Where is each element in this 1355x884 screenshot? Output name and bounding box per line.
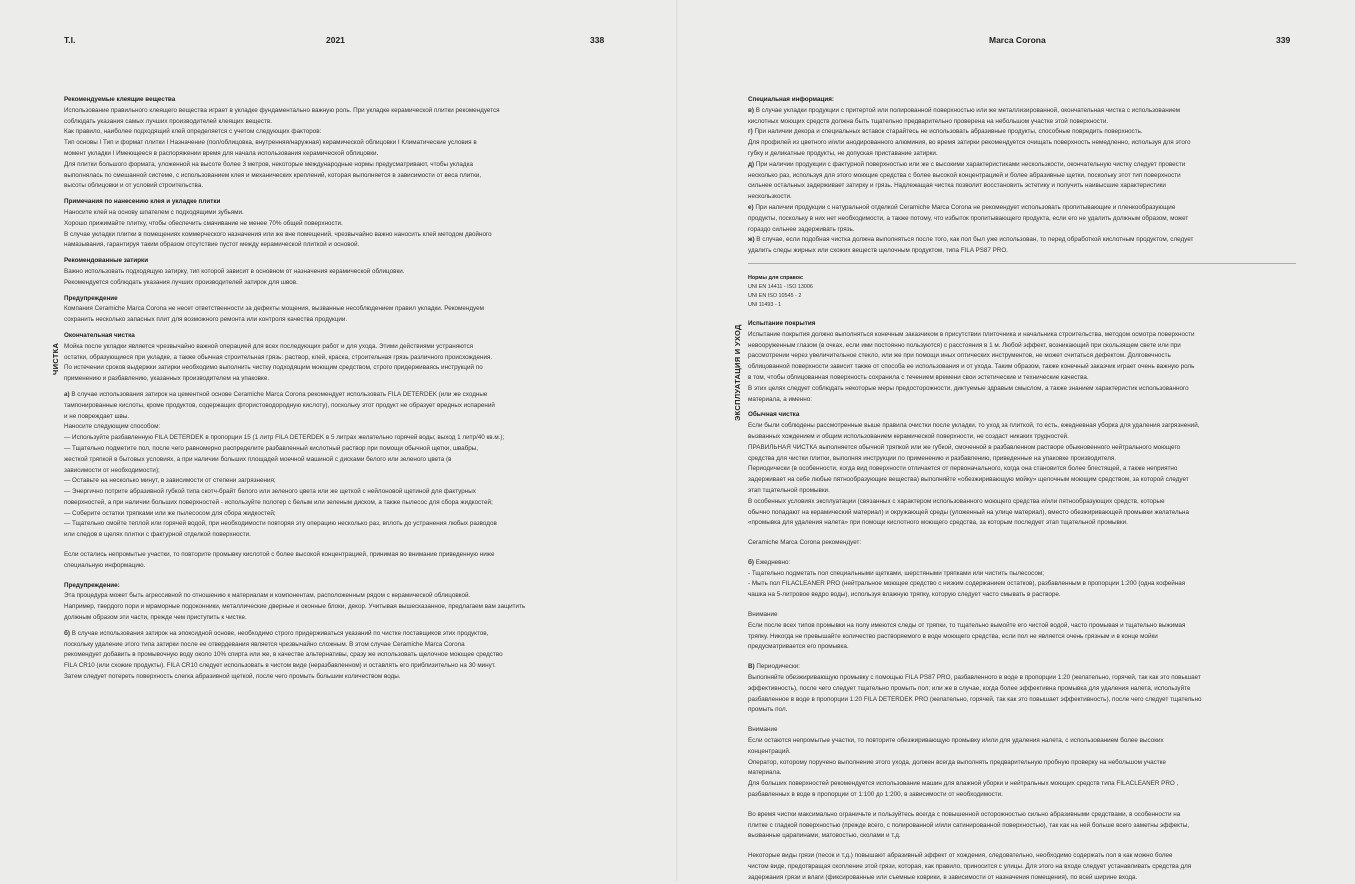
text-line: плитке с гладкой поверхностью (прежде всего, с полированной и/или сатинированной поверхностью), так как на ней больше всего заметны эффекты, [748,821,1190,829]
side-section-label: ЧИСТКА [51,342,60,375]
norms-block [748,274,1296,310]
text-line: Наносите клей на основу шпателем с подходящими зубьями. [64,208,244,216]
text-line: В случае укладки продукции с притертой или полированной поверхностью или же металлизированной, окончательная чистка с использованием [753,106,1181,114]
daily-heading [748,558,1296,569]
text-line: применению и разбавлению, указанных производителем на упаковке. [64,375,270,383]
norms-heading: Нормы для справок: [748,274,804,281]
left-column [64,95,612,683]
daily-title: Ежедневно: [754,558,791,566]
text-line: момент укладки I Имеющееся в распоряжении время для начала использования керамической облицовки. [64,149,379,157]
text-line: Хорошо прижимайте плитку, чтобы обеспечить смачивание не менее 70% общей поверхности. [64,219,343,227]
text-line: Наносите следующим способом: [64,423,161,431]
text-line: Если были соблюдены рассмотренные выше правила очистки после укладки, то уход за плиткой, то есть, ежедневная уборка для удаления загрязнений, [748,422,1200,430]
text-line: несколько раз, используя для этого моющие средства с более высокой концентрацией и более абразивные щетки, поскольку этот тип поверхности [748,171,1181,179]
text-line: — Соберите остатки тряпками или же пылесосом для сбора жидкостей; [64,509,276,517]
section-divider [748,263,1296,264]
text-line: Например, твердого пори и мраморные подоконники, металлические дверные и оконные блоки, декор. Учитывая вышесказанное, предлагаем вам защитить [64,603,526,611]
special-zh-label: ж) [748,236,755,244]
section-b-label: б) [64,629,70,637]
text-line: невооруженным глазом (в очках, если ими постоянно пользуются) с расстояния в 1 м. Любой эффект, возникающий при скользящем свете или при [748,341,1181,349]
text-line: удалить следы жирных или схожих веществ щелочным продуктом, типа FILA PS87 PRO. [748,247,1009,255]
section-b-line [64,629,612,640]
right-column [748,95,1296,884]
text-line: нескользкости. [748,193,792,201]
text-line: — Используйте разбавленную FILA DETERDEK в пропорции 15 (1 литр FILA DETERDEK в 5 литрах желательно горячей воды; выход 1 литр/40 кв.м.); [64,434,505,442]
text-line: Эта процедура может быть агрессивной по отношению к материалам и компонентам, расположенным рядом с керамической облицовкой. [64,592,471,600]
text-line: обычно попадают на керамический материал) и окружающей среды (уложенный на улице материал), вместо обезжиривающей промывки желательна [748,508,1189,516]
text-line: Компания Ceramiche Marca Corona не несет ответственности за дефекты мощения, вызванные несоблюдением правил укладки. Рекомендуем [64,305,484,313]
special-g-label: г) [748,128,753,136]
text-line: В случае, если подобная чистка должна выполняться после того, как пол был уже использован, то перед обработкой кислотным продуктом, следует [754,236,1194,244]
regular-cleaning-heading: Обычная чистка [748,411,800,419]
text-line: намазывания, гарантируя таким образом отсутствие пустот между керамической плиткой и основой. [64,241,360,249]
text-line: Если остались непромытые участки, то повторите промывку кислотой с более высокой концентрацией, принимая во внимание приведенную ниже [64,551,495,559]
norm-line: UNI EN 14411 - ISO 13006 [748,283,813,290]
special-v-line [748,106,1296,117]
text-line: Выполняйте обезжиривающую промывку с помощью FILA PS87 PRO, разбавленного в воде в пропорции 1:20 (желательно, горячей, так как это повышает [748,674,1201,682]
text-line: чистом виде, предотвращая скопление этой грязи, которая, как правило, приносится с улицы. Для этого на входе следует устанавливать средства для [748,863,1192,871]
text-line: рекомендует добавить в промывочную воду около 10% спирта или же, в качестве альтернативы, сразу же использовать щелочное моющее средство [64,651,503,659]
text-line: гораздо сильнее задерживать грязь. [748,225,855,233]
text-line: - Тщательно подметать пол специальными щетками, шерстяными тряпками или чистить пылесосом; [748,569,1044,577]
text-line: жесткой тряпкой в бытовых условиях, а при наличии больших площадей моечной машиной с дисками белого или зеленого цвета (в [64,455,452,463]
text-line: «промывка для удаления налета» при помощи кислотного моющего средства, за которым последует этап тщательной промывки. [748,519,1128,527]
text-line: задержания грязи и влаги (фиксированные или съемные коврики, в зависимости от назначения помещения), по всей ширине входа. [748,873,1138,881]
text-line: Если остаются непромытые участки, то повторите обезжиривающую промывку и/или для удаления налета, с использованием более высоких [748,737,1164,745]
attention-heading: Внимание [748,726,778,734]
text-line: материала, а именно: [748,395,813,403]
text-line: разбавленных в воде в пропорции от 1:100 до 1:200, в зависимости от необходимости. [748,791,1003,799]
text-line: чашка на 5-литровое ведро воды), используя влажную тряпку, которую следует часто смывать в растворе. [748,591,1061,599]
text-line: поверхностей, а при наличии больших поверхностей - используйте полотер с белым или зеленым диском, а также пылесос для сбора жидкостей; [64,498,493,506]
text-line: Как правило, наиболее подходящий клей определяется с учетом следующих факторов: [64,128,322,136]
text-line: Рекомендуется соблюдать указания лучших производителей затирок для швов. [64,278,298,286]
norm-line: UNI EN ISO 10545 - 2 [748,292,802,299]
text-line: должным образом эти части, прежде чем приступить к чистке. [64,614,247,622]
page-number-left: 338 [590,35,605,45]
text-line: задерживает на себе любые пятнообразующие вещества) выполняйте «обезжиривающую мойку» щелочным моющим средством, за которой следует [748,476,1189,484]
text-line: Для больших поверхностей рекомендуется использование машин для влажной уборки и нейтральных моющих средств типа FILACLEANER PRO , [748,780,1179,788]
text-line: концентраций. [748,747,791,755]
text-line: Тип основы I Тип и формат плитки I Назначение (пол/облицовка, внутренняя/наружная) керамической облицовки I Климатические условия в [64,139,477,147]
special-info-heading: Специальная информация: [748,96,834,103]
text-line: В особенных условиях эксплуатации (связанных с характером использованного моющего средства и/или пятнообразующих средств, которые [748,497,1165,505]
text-line: вызванных хождением и общим использованием керамической поверхности, не создаст никаких трудностей. [748,432,1069,440]
special-g-line [748,127,1296,138]
running-head-left: T.I. [64,35,76,45]
text-line: - Мыть пол FILACLEANER PRO (нейтральное моющее средство с низким содержанием остатков), разбавленным в пропорции 1:200 (одна кофейная [748,580,1186,588]
text-line: В этих целях следует соблюдать некоторые меры предосторожности, диктуемые здравым смыслом, а также знанием характеристик использованного [748,384,1189,392]
recommends-line: Ceramiche Marca Corona рекомендует: [748,539,862,547]
text-line: сохранить несколько запасных плит для возможного ремонта или контроля качества продукции. [64,316,348,324]
right-page [678,0,1355,881]
text-line: рассмотрении через увеличительное стекло, или же при помощи иных оптических инструментов, не может считаться дефектом. Долговечность [748,352,1171,360]
text-line: При наличии продукции с фактурной поверхностью или же с высокими характеристиками нескользкости, окончательную чистку следует провести [754,160,1186,168]
text-line: и не повреждает швы. [64,412,130,420]
text-line: ПРАВИЛЬНАЯ ЧИСТКА выполняется обычной тряпкой или же губкой, смоченной в разбавленном растворе обыкновенного нейтрального моющего [748,443,1181,451]
text-line: Оператор, которому поручено выполнение этого ухода, должен всегда выполнять предварительную пробную проверку на небольшом участке [748,758,1166,766]
special-e-label: е) [748,203,754,211]
text-line: сильнее остальных задерживает затирку и грязь. Надлежащая чистка позволит восстановить эстетику и получить наивысшие характеристики [748,182,1166,190]
text-line: облицованной поверхности зависит также от способа ее использования и от ухода. Таким образом, также конечный заказчик играет очень важную роль [748,363,1195,371]
text-line: Во время чистки максимально ограничьте и пользуйтесь всегда с повышенной осторожностью сильно абразивными средствами, в особенности на [748,810,1181,818]
special-zh-line [748,235,1296,246]
inspection-heading: Испытание покрытия [748,319,816,327]
text-line: высоты облицовки и от условий строительства. [64,182,204,190]
application-heading: Примечания по нанесению клея и укладке плитки [64,198,221,206]
running-head-year: 2021 [326,35,345,45]
text-line: зависимости от необходимости); [64,466,160,474]
text-line: специальную информацию. [64,561,146,569]
special-v-label: в) [748,106,754,114]
text-line: остатки, образующиеся при укладке, а также обычная строительная грязь: раствор, клей, краска, строительная грязь различного происхождения. [64,353,493,361]
text-line: Мойка после укладки является чрезвычайно важной операцией для всех последующих работ и для ухода. Этими действиями устраняются [64,342,474,350]
text-line: При наличии декора и специальных вставок старайтесь не использовать абразивные продукты, способные повредить поверхность. [752,128,1143,136]
attention-heading: Внимание [748,611,778,619]
adhesives-heading: Рекомендуемые клеящие вещества [64,96,176,103]
text-line: поскольку удаление этого типа затирки после ее отвердевания является чрезвычайно сложным. В этом случае Ceramiche Marca Corona [64,640,465,648]
text-line: Если после всех типов промывки на полу имеются следы от тряпки, то тщательно вымойте его чистой водой, часто промывая и тщательно выжимая [748,621,1186,629]
text-line: Для профилей из цветного и/или анодированного алюминия, во время затирки рекомендуется очищать поверхность немедленно, используя для этого [748,139,1191,147]
text-line: материала. [748,769,782,777]
text-line: — Тщательно смойте теплой или горячей водой, при необходимости повторяя эту операцию несколько раз, вплоть до устранения любых разводов [64,520,497,528]
text-line: в том, чтобы облицованная поверхность сохранила с течением времени свои эстетические и технические качества. [748,373,1089,381]
text-line: — Энергично потрите абразивной губкой типа скотч-брайт белого или зеленого цвета или же щеткой с нейлоновой щетиной для фактурных [64,488,476,496]
text-line: Некоторые виды грязи (песок и т.д.) повышают абразивный эффект от хождения, следовательно, необходимо содержать пол в как можно более [748,852,1173,860]
final-cleaning-heading: Окончательная чистка [64,331,135,339]
page-number-right: 339 [1276,35,1291,45]
text-line: разбавленное в воде в пропорции 1:20 FILA DETERDEK PRO (желательно, горячей, так как это повышает эффективность), после чего следует тщательно [748,695,1202,703]
text-line: Периодически (в особенности, когда вид поверхности отличается от первоначального, когда она становится более блестящей, а также неприятно [748,465,1178,473]
text-line: или следов в щелях плитки с фактурной отделкой поверхности. [64,531,251,539]
section-a-line [64,390,612,401]
text-line: средства для чистки плитки, выполняя инструкции по применению и разбавлению, приведенные на упаковке производителя. [748,454,1117,462]
text-line: — Тщательно подметите пол, после чего равномерно распределите разбавленный кислотный раствор при помощи обычной щетки, швабры, [64,444,479,452]
text-line: Использование правильного клеящего вещества играет в укладке фундаментально важную роль. При укладке керамической плитки рекомендуется [64,106,500,114]
text-line: В случае использования затирок на цементной основе Ceramiche Marca Corona рекомендует использовать FILA DETERDEK (или же сходные [69,390,488,398]
special-e-line [748,203,1296,214]
periodic-label: В) [748,663,755,671]
text-line: Испытание покрытия должно выполняться конечным заказчиком в присутствии плиточника и начальника строительства, методом осмотра поверхности [748,330,1195,338]
text-line: продукты, поскольку в них нет необходимости, а также потому, что избыток пропитывающего продукта, если его не удалить должным образом, может [748,214,1189,222]
running-head-brand: Marca Corona [989,35,1046,45]
periodic-title: Периодически: [754,663,800,671]
text-line: По истечении сроков выдержки затирки необходимо выполнить чистку подходящим моющим средством, строго придерживаясь инструкций по [64,364,483,372]
text-line: кислотных моющих средств должна быть тщательно предварительно проверена на небольшом участке этой поверхности. [748,117,1109,125]
periodic-heading [748,662,1296,673]
text-line: соблюдать указания самых лучших производителей клеящих веществ. [64,117,272,125]
norm-line: UNI 11493 - 1 [748,301,782,308]
text-line: вызванные царапинами, матовостью, сколами и т.д. [748,832,901,840]
text-line: тряпку. Никогда не превышайте количество растворяемого в воде моющего средства, если пол не является очень грязным и в конце мойки [748,632,1158,640]
daily-label: б) [748,558,754,566]
warning-heading: Предупреждение [64,294,118,302]
text-line: промыть пол. [748,706,788,714]
text-line: губку и деликатные продукты, не допуская приставание затирки. [748,149,938,157]
text-line: Затем следует потереть поверхность слегка абразивной щеткой, после чего промыть большим количеством воды. [64,673,401,681]
text-line: тампонированные кислоты, кроме продуктов, содержащих фтористоводородную кислоту), поскольку этот продукт не образует вредных испарений [64,401,495,409]
grouts-heading: Рекомендованные затирки [64,257,149,265]
section-a-label: а) [64,390,70,398]
text-line: При наличии продукции с натуральной отделкой Ceramiche Marca Corona не рекомендует использовать пропитывающие и пленкообразующие [753,203,1176,211]
special-d-line [748,160,1296,171]
text-line: этап тщательной промывки. [748,486,830,494]
warning2-heading: Предупреждение: [64,581,120,589]
text-line: выполнялась по смешанной системе, с использованием клея и механических креплений, которая выполняется в зависимости от веса плитки, [64,171,482,179]
left-page [0,0,677,881]
text-line: В случае использования затирок на эпоксидной основе, необходимо строго придерживаться указаний по чистке поставщиков этих продуктов, [70,629,489,637]
side-section-label-right: ЭКСПЛУАТАЦИЯ И УХОД [733,324,742,421]
text-line: FILA CR10 (или схожие продукты). FILA CR10 следует использовать в чистом виде (неразбавленном) и оставлять его приблизительно на 30 минут. [64,662,496,670]
text-line: — Оставьте на несколько минут, в зависимости от степени загрязнения; [64,477,276,485]
text-line: Для плитки большого формата, уложенной на высоте более 3 метров, некоторые международные нормы предусматривают, чтобы укладка [64,160,473,168]
text-line: В случае укладки плитки в помещениях коммерческого назначения или же вне помещений, чрезвычайно важно наносить клей методом двойного [64,230,492,238]
text-line: эффективность), после чего следует тщательно промыть пол; или же в случае, когда более эффективна промывка для удаления налета, используйте [748,684,1191,692]
text-line: предусматривается его промывка. [748,643,849,651]
special-d-label: д) [748,160,755,168]
text-line: Важно использовать подходящую затирку, тип которой зависит в основном от назначения керамической облицовки. [64,267,405,275]
